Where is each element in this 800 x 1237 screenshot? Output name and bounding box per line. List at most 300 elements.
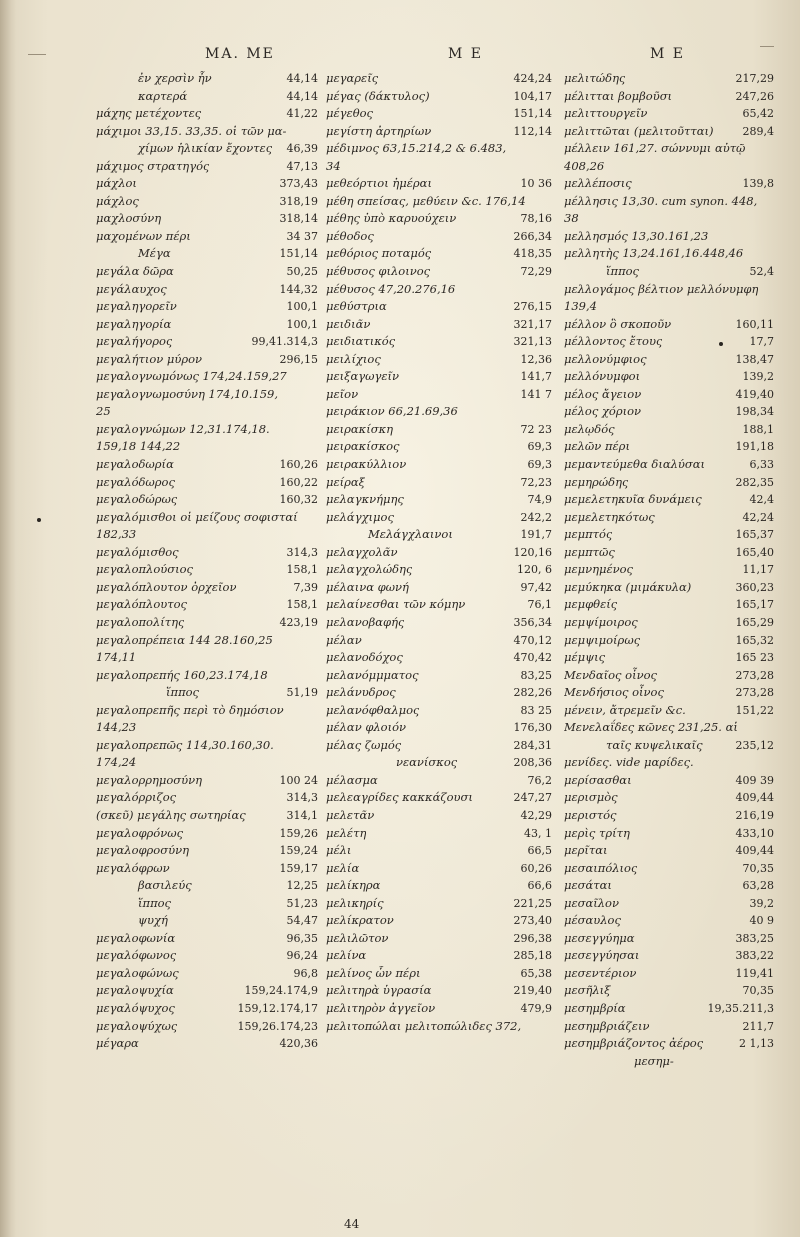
entry-term: μελιτηρὸν ἀγγεῖον bbox=[326, 1000, 436, 1015]
entry-term: μέλλον ὃ σκοποῦν bbox=[564, 316, 672, 331]
entry-term: μέθυσος φιλοινος bbox=[326, 264, 431, 279]
entry-term: μεγαλοπρεπής 160,23.174,18 bbox=[96, 667, 268, 682]
entry-term: μελανόφθαλμος bbox=[326, 702, 420, 717]
index-entry bbox=[564, 561, 774, 579]
entry-term: μελαγκνήμης bbox=[326, 492, 404, 507]
entry-reference: 42,4 bbox=[749, 493, 774, 507]
index-column-3 bbox=[564, 70, 774, 1070]
entry-reference: 282,26 bbox=[513, 686, 552, 700]
entry-reference: 211,7 bbox=[742, 1019, 774, 1033]
entry-reference: 289,4 bbox=[742, 124, 774, 138]
entry-reference: 100,1 bbox=[286, 317, 318, 331]
entry-reference: 160,22 bbox=[279, 475, 318, 489]
index-entry bbox=[564, 579, 774, 597]
entry-term: μέθης ὑπὸ καρυούχειν bbox=[326, 211, 457, 226]
index-entry bbox=[326, 105, 552, 123]
index-entry bbox=[96, 1000, 318, 1018]
page-number: 44 bbox=[344, 1217, 360, 1231]
entry-term: μελαγχολώδης bbox=[326, 562, 413, 577]
entry-reference: 60,26 bbox=[520, 861, 552, 875]
index-entry bbox=[564, 895, 774, 913]
index-entry bbox=[326, 877, 552, 895]
entry-reference: 216,19 bbox=[735, 808, 774, 822]
index-entry bbox=[96, 930, 318, 948]
index-entry bbox=[326, 333, 552, 351]
index-entry bbox=[96, 754, 318, 772]
index-entry bbox=[96, 596, 318, 614]
entry-term: μειρακίσκος bbox=[326, 439, 400, 454]
entry-term: μειδιᾶν bbox=[326, 316, 371, 331]
entry-reference: 83 25 bbox=[520, 703, 552, 717]
index-entry bbox=[564, 105, 774, 123]
entry-term: μεσάται bbox=[564, 878, 612, 893]
entry-term: μελεαγρίδες κακκάζουσι bbox=[326, 790, 473, 805]
entry-term: νεανίσκος bbox=[396, 755, 458, 770]
entry-reference: 76,2 bbox=[527, 773, 552, 787]
index-entry bbox=[326, 544, 552, 562]
index-entry bbox=[326, 281, 552, 299]
entry-reference: 65,42 bbox=[742, 107, 774, 121]
index-entry bbox=[564, 228, 774, 246]
index-entry bbox=[96, 474, 318, 492]
entry-term: μεγαλογνώμων 12,31.174,18. bbox=[96, 421, 270, 436]
index-entry bbox=[564, 737, 774, 755]
entry-term: μάχιμοι 33,15. 33,35. οἱ τῶν μα- bbox=[96, 123, 287, 138]
entry-reference: 97,42 bbox=[520, 580, 552, 594]
entry-term: μελιττουργεῖν bbox=[564, 106, 648, 121]
entry-term: μελίκρατον bbox=[326, 913, 394, 928]
index-entry bbox=[326, 88, 552, 106]
entry-reference: 159,24 bbox=[279, 844, 318, 858]
entry-term: μεγαλόμισθος bbox=[96, 544, 179, 559]
entry-term: βασιλεύς bbox=[138, 878, 192, 893]
entry-reference: 70,35 bbox=[742, 861, 774, 875]
entry-term: μαχλοσύνη bbox=[96, 211, 162, 226]
entry-term: μειρακίσκη bbox=[326, 421, 394, 436]
entry-reference: 141 7 bbox=[520, 387, 552, 401]
entry-reference: 141,7 bbox=[520, 370, 552, 384]
index-entry bbox=[564, 632, 774, 650]
entry-reference: 314,3 bbox=[286, 545, 318, 559]
entry-reference: 191,18 bbox=[735, 440, 774, 454]
index-entry bbox=[564, 281, 774, 299]
entry-reference: 160,26 bbox=[279, 458, 318, 472]
entry-reference: 373,43 bbox=[279, 177, 318, 191]
entry-reference: 321,13 bbox=[513, 335, 552, 349]
entry-term: μεσαιπόλιος bbox=[564, 860, 638, 875]
index-entry bbox=[326, 509, 552, 527]
entry-term: μελιτηρὰ ὑγρασία bbox=[326, 983, 432, 998]
entry-term: μεμύκηκα (μιμάκυλα) bbox=[564, 579, 692, 594]
index-entry bbox=[564, 70, 774, 88]
entry-term: μελανόμμματος bbox=[326, 667, 419, 682]
entry-reference: 165,32 bbox=[735, 633, 774, 647]
index-entry bbox=[96, 825, 318, 843]
index-entry bbox=[564, 789, 774, 807]
entry-term: μεμαντεύμεθα διαλύσαι bbox=[564, 457, 705, 472]
entry-reference: 46,39 bbox=[286, 142, 318, 156]
entry-term: μερῖται bbox=[564, 843, 608, 858]
entry-reference: 159,24.174,9 bbox=[244, 984, 318, 998]
entry-term: μεγαλοψυχία bbox=[96, 983, 174, 998]
index-entry bbox=[326, 895, 552, 913]
entry-term: μειράκιον 66,21.69,36 bbox=[326, 404, 458, 419]
entry-reference: 165,17 bbox=[735, 598, 774, 612]
index-entry bbox=[564, 351, 774, 369]
index-entry bbox=[326, 245, 552, 263]
entry-term: μερίσασθαι bbox=[564, 772, 632, 787]
entry-term: μεγαλήτιον μύρον bbox=[96, 351, 203, 366]
entry-term: 159,18 144,22 bbox=[96, 439, 181, 454]
index-entry bbox=[564, 491, 774, 509]
entry-term: μεγαλόδωρος bbox=[96, 474, 175, 489]
index-entry bbox=[564, 368, 774, 386]
entry-term: 182,33 bbox=[96, 527, 137, 542]
entry-reference: 52,4 bbox=[749, 265, 774, 279]
index-entry bbox=[564, 1053, 774, 1071]
entry-term: μελαγχολᾶν bbox=[326, 544, 398, 559]
entry-reference: 42,29 bbox=[520, 808, 552, 822]
index-entry bbox=[96, 210, 318, 228]
entry-term: μελλόνυμφοι bbox=[564, 369, 641, 384]
entry-term: μεγαλόπλουτος bbox=[96, 597, 187, 612]
index-entry bbox=[326, 737, 552, 755]
entry-term: μελικηρίς bbox=[326, 895, 384, 910]
entry-reference: 176,30 bbox=[513, 721, 552, 735]
entry-term: Μενδαῖος οἶνος bbox=[564, 667, 657, 682]
entry-term: μεγαλορρημοσύνη bbox=[96, 772, 203, 787]
entry-reference: 69,3 bbox=[527, 458, 552, 472]
index-entry bbox=[96, 421, 318, 439]
entry-term: μερὶς τρίτη bbox=[564, 825, 630, 840]
index-entry bbox=[564, 842, 774, 860]
entry-term: μεθύστρια bbox=[326, 299, 387, 314]
index-entry bbox=[564, 526, 774, 544]
entry-term: μειρακύλλιον bbox=[326, 457, 407, 472]
index-entry bbox=[564, 772, 774, 790]
index-entry bbox=[96, 1035, 318, 1053]
entry-term: μελλογάμος βέλτιον μελλόνυμφη bbox=[564, 281, 759, 296]
entry-reference: 282,35 bbox=[735, 475, 774, 489]
index-entry bbox=[564, 140, 774, 158]
index-entry bbox=[326, 123, 552, 141]
entry-term: μεγαληγορία bbox=[96, 316, 172, 331]
entry-term: 34 bbox=[326, 158, 341, 173]
index-entry bbox=[564, 912, 774, 930]
entry-term: μεμνημένος bbox=[564, 562, 633, 577]
entry-term: μέγαρα bbox=[96, 1036, 139, 1051]
entry-term: Μέγα bbox=[138, 246, 171, 261]
entry-reference: 383,25 bbox=[735, 931, 774, 945]
entry-reference: 159,12.174,17 bbox=[237, 1001, 318, 1015]
entry-term: μέγεθος bbox=[326, 106, 373, 121]
entry-reference: 44,14 bbox=[286, 89, 318, 103]
entry-reference: 191,7 bbox=[520, 528, 552, 542]
entry-reference: 217,29 bbox=[735, 72, 774, 85]
index-entry bbox=[96, 491, 318, 509]
index-entry bbox=[564, 456, 774, 474]
index-entry bbox=[326, 772, 552, 790]
index-entry bbox=[96, 1018, 318, 1036]
index-entry bbox=[564, 684, 774, 702]
index-entry bbox=[564, 649, 774, 667]
entry-term: μεγαλόμισθοι οἱ μείζους σοφισταί bbox=[96, 509, 298, 524]
entry-reference: 198,34 bbox=[735, 405, 774, 419]
index-entry bbox=[96, 526, 318, 544]
index-entry bbox=[96, 702, 318, 720]
entry-term: μεσημβριάζοντος ἀέρος bbox=[564, 1036, 704, 1051]
entry-reference: 69,3 bbox=[527, 440, 552, 454]
entry-term: μεσεγγύησαι bbox=[564, 948, 640, 963]
index-entry bbox=[96, 158, 318, 176]
entry-term: μάχιμος στρατηγός bbox=[96, 158, 210, 173]
entry-term: μεγαλοφώνως bbox=[96, 965, 179, 980]
entry-term: μεῖον bbox=[326, 386, 359, 401]
entry-term: μέλιτται βομβοῦσι bbox=[564, 88, 673, 103]
index-entry bbox=[96, 316, 318, 334]
entry-term: μεγαλοψύχως bbox=[96, 1018, 178, 1033]
index-entry bbox=[326, 316, 552, 334]
index-entry bbox=[564, 158, 774, 176]
entry-reference: 139,8 bbox=[742, 177, 774, 191]
entry-term: μέλαν bbox=[326, 632, 362, 647]
index-entry bbox=[564, 860, 774, 878]
entry-reference: 72,23 bbox=[520, 475, 552, 489]
index-entry bbox=[326, 789, 552, 807]
entry-term: 38 bbox=[564, 211, 579, 226]
index-entry bbox=[326, 579, 552, 597]
index-entry bbox=[96, 965, 318, 983]
index-entry bbox=[564, 947, 774, 965]
entry-term: (σκεῦ) μεγάλης σωτηρίας bbox=[96, 807, 246, 822]
index-entry bbox=[564, 474, 774, 492]
entry-reference: 66,6 bbox=[527, 879, 552, 893]
entry-term: μελέτη bbox=[326, 825, 367, 840]
entry-term: μέσαυλος bbox=[564, 913, 621, 928]
index-entry bbox=[564, 754, 774, 772]
index-entry bbox=[564, 316, 774, 334]
entry-term: 144,23 bbox=[96, 720, 137, 735]
index-entry bbox=[96, 88, 318, 106]
entry-term: Μενδήσιος οἶνος bbox=[564, 685, 664, 700]
index-entry bbox=[96, 719, 318, 737]
entry-term: μεγαλοπρέπεια 144 28.160,25 bbox=[96, 632, 273, 647]
entry-reference: 419,40 bbox=[735, 387, 774, 401]
index-entry bbox=[96, 281, 318, 299]
index-entry bbox=[96, 175, 318, 193]
entry-term: μεθόριος ποταμός bbox=[326, 246, 432, 261]
entry-term: μέλος ἄγειον bbox=[564, 386, 642, 401]
entry-reference: 34 37 bbox=[286, 229, 318, 243]
index-entry bbox=[326, 596, 552, 614]
entry-reference: 10 36 bbox=[520, 177, 552, 191]
entry-term: μεγαλήγορος bbox=[96, 334, 173, 349]
index-entry bbox=[564, 438, 774, 456]
entry-term: μέδιμνος 63,15.214,2 & 6.483, bbox=[326, 141, 507, 156]
entry-term: ἐν χερσὶν ἦν bbox=[138, 71, 212, 85]
index-entry bbox=[564, 596, 774, 614]
entry-term: μέλλοντος ἔτους bbox=[564, 334, 663, 349]
index-entry bbox=[96, 789, 318, 807]
index-entry bbox=[96, 579, 318, 597]
entry-term: μεγαλόψυχος bbox=[96, 1000, 175, 1015]
entry-reference: 423,19 bbox=[279, 615, 318, 629]
entry-term: μελλέποσις bbox=[564, 176, 632, 191]
ink-mark bbox=[28, 54, 46, 55]
entry-term: μειξαγωγεῖν bbox=[326, 369, 400, 384]
ink-dot bbox=[37, 518, 41, 522]
entry-reference: 99,41.314,3 bbox=[251, 335, 318, 349]
index-entry bbox=[96, 737, 318, 755]
entry-term: μέλασμα bbox=[326, 772, 378, 787]
entry-reference: 318,19 bbox=[279, 194, 318, 208]
index-entry bbox=[326, 158, 552, 176]
index-entry bbox=[96, 438, 318, 456]
entry-term: μένειν, ἄτρεμεῖν &c. bbox=[564, 702, 686, 717]
index-entry bbox=[326, 175, 552, 193]
index-entry bbox=[326, 263, 552, 281]
entry-reference: 409,44 bbox=[735, 791, 774, 805]
entry-reference: 360,23 bbox=[735, 580, 774, 594]
entry-reference: 54,47 bbox=[286, 914, 318, 928]
entry-reference: 104,17 bbox=[513, 89, 552, 103]
entry-reference: 51,23 bbox=[286, 896, 318, 910]
index-entry bbox=[96, 684, 318, 702]
entry-term: μαχομένων πέρι bbox=[96, 228, 191, 243]
entry-term: μεσαῖλον bbox=[564, 895, 619, 910]
index-entry bbox=[326, 947, 552, 965]
entry-reference: 72,29 bbox=[520, 265, 552, 279]
entry-reference: 158,1 bbox=[286, 563, 318, 577]
entry-term: μελλησμός 13,30.161,23 bbox=[564, 228, 709, 243]
entry-term: μεγάλα δῶρα bbox=[96, 264, 174, 279]
index-entry bbox=[326, 421, 552, 439]
index-entry bbox=[326, 807, 552, 825]
index-entry bbox=[564, 298, 774, 316]
entry-term: μελίκηρα bbox=[326, 878, 381, 893]
entry-reference: 420,36 bbox=[279, 1037, 318, 1051]
entry-term: 174,11 bbox=[96, 650, 137, 665]
entry-reference: 383,22 bbox=[735, 949, 774, 963]
entry-term: ψυχή bbox=[138, 913, 168, 928]
entry-reference: 247,27 bbox=[513, 791, 552, 805]
entry-reference: 266,34 bbox=[513, 229, 552, 243]
entry-term: 408,26 bbox=[564, 158, 605, 173]
entry-reference: 165,29 bbox=[735, 615, 774, 629]
index-entry bbox=[326, 351, 552, 369]
entry-reference: 151,22 bbox=[735, 703, 774, 717]
entry-reference: 40 9 bbox=[749, 914, 774, 928]
entry-reference: 47,13 bbox=[286, 159, 318, 173]
index-entry bbox=[96, 456, 318, 474]
entry-reference: 433,10 bbox=[735, 826, 774, 840]
index-entry bbox=[564, 421, 774, 439]
index-entry bbox=[326, 632, 552, 650]
entry-term: μέθη σπείσας, μεθύειν &c. 176,14 bbox=[326, 193, 526, 208]
entry-reference: 314,1 bbox=[286, 808, 318, 822]
page-gutter bbox=[0, 0, 16, 1237]
entry-term: μέλος χόριον bbox=[564, 404, 642, 419]
entry-reference: 41,22 bbox=[286, 107, 318, 121]
entry-reference: 42,24 bbox=[742, 510, 774, 524]
entry-reference: 165 23 bbox=[735, 651, 774, 665]
entry-term: μεμηρώδης bbox=[564, 474, 629, 489]
entry-term: 139,4 bbox=[564, 299, 597, 314]
index-entry bbox=[326, 842, 552, 860]
entry-reference: 72 23 bbox=[520, 422, 552, 436]
entry-reference: 44,14 bbox=[286, 72, 318, 85]
index-entry bbox=[96, 386, 318, 404]
entry-term: μεγαλόφωνος bbox=[96, 948, 177, 963]
entry-term: μέλας ζωμός bbox=[326, 737, 402, 752]
entry-term: μεγαλογνωμόνως 174,24.159,27 bbox=[96, 369, 287, 384]
entry-term: μεσεγγύημα bbox=[564, 930, 635, 945]
entry-reference: 96,24 bbox=[286, 949, 318, 963]
entry-term: μάχλοι bbox=[96, 176, 137, 191]
entry-reference: 356,34 bbox=[513, 615, 552, 629]
entry-reference: 120, 6 bbox=[517, 563, 552, 577]
entry-reference: 470,12 bbox=[513, 633, 552, 647]
entry-reference: 12,36 bbox=[520, 352, 552, 366]
index-entry bbox=[96, 105, 318, 123]
entry-term: μεμψιμοίρως bbox=[564, 632, 641, 647]
entry-term: μελίνα bbox=[326, 948, 367, 963]
entry-reference: 11,17 bbox=[742, 563, 774, 577]
entry-term: μελαίνεσθαι τῶν κόμην bbox=[326, 597, 466, 612]
entry-reference: 2 1,13 bbox=[739, 1037, 774, 1051]
index-entry bbox=[96, 263, 318, 281]
entry-term: μέγας (δάκτυλος) bbox=[326, 88, 430, 103]
entry-reference: 144,32 bbox=[279, 282, 318, 296]
entry-reference: 409,44 bbox=[735, 844, 774, 858]
index-entry bbox=[326, 649, 552, 667]
index-entry bbox=[96, 298, 318, 316]
index-entry bbox=[96, 140, 318, 158]
entry-term: μειλίχιος bbox=[326, 351, 381, 366]
entry-reference: 165,37 bbox=[735, 528, 774, 542]
entry-term: μεγαλόρριζος bbox=[96, 790, 177, 805]
entry-reference: 100,1 bbox=[286, 300, 318, 314]
entry-reference: 65,38 bbox=[520, 966, 552, 980]
index-entry bbox=[564, 877, 774, 895]
entry-term: μεγαλοπρεπῆς περὶ τὸ δημόσιον bbox=[96, 702, 284, 717]
index-column-2 bbox=[326, 70, 552, 1035]
entry-reference: 76,1 bbox=[527, 598, 552, 612]
entry-term: μελιλῶτον bbox=[326, 930, 389, 945]
entry-reference: 7,39 bbox=[293, 580, 318, 594]
index-entry bbox=[564, 245, 774, 263]
entry-reference: 219,40 bbox=[513, 984, 552, 998]
entry-term: μεγαλογνωμοσύνη 174,10.159, bbox=[96, 386, 279, 401]
entry-term: μεγαλοπλούσιος bbox=[96, 562, 193, 577]
entry-term: μελιτώδης bbox=[564, 71, 626, 85]
entry-term: Μενελαΐδες κῶνες 231,25. αἱ bbox=[564, 720, 738, 735]
entry-term: μέλι bbox=[326, 843, 352, 858]
entry-reference: 318,14 bbox=[279, 212, 318, 226]
entry-term: μέμψις bbox=[564, 650, 606, 665]
entry-reference: 119,41 bbox=[735, 966, 774, 980]
entry-reference: 273,28 bbox=[735, 686, 774, 700]
index-entry bbox=[96, 807, 318, 825]
running-head-middle: Μ Ε bbox=[448, 46, 484, 62]
index-entry bbox=[564, 702, 774, 720]
index-entry bbox=[564, 1035, 774, 1053]
entry-reference: 160,11 bbox=[735, 317, 774, 331]
index-entry bbox=[96, 649, 318, 667]
index-entry bbox=[326, 754, 552, 772]
entry-reference: 296,15 bbox=[279, 352, 318, 366]
entry-term: μελανοδόχος bbox=[326, 650, 403, 665]
